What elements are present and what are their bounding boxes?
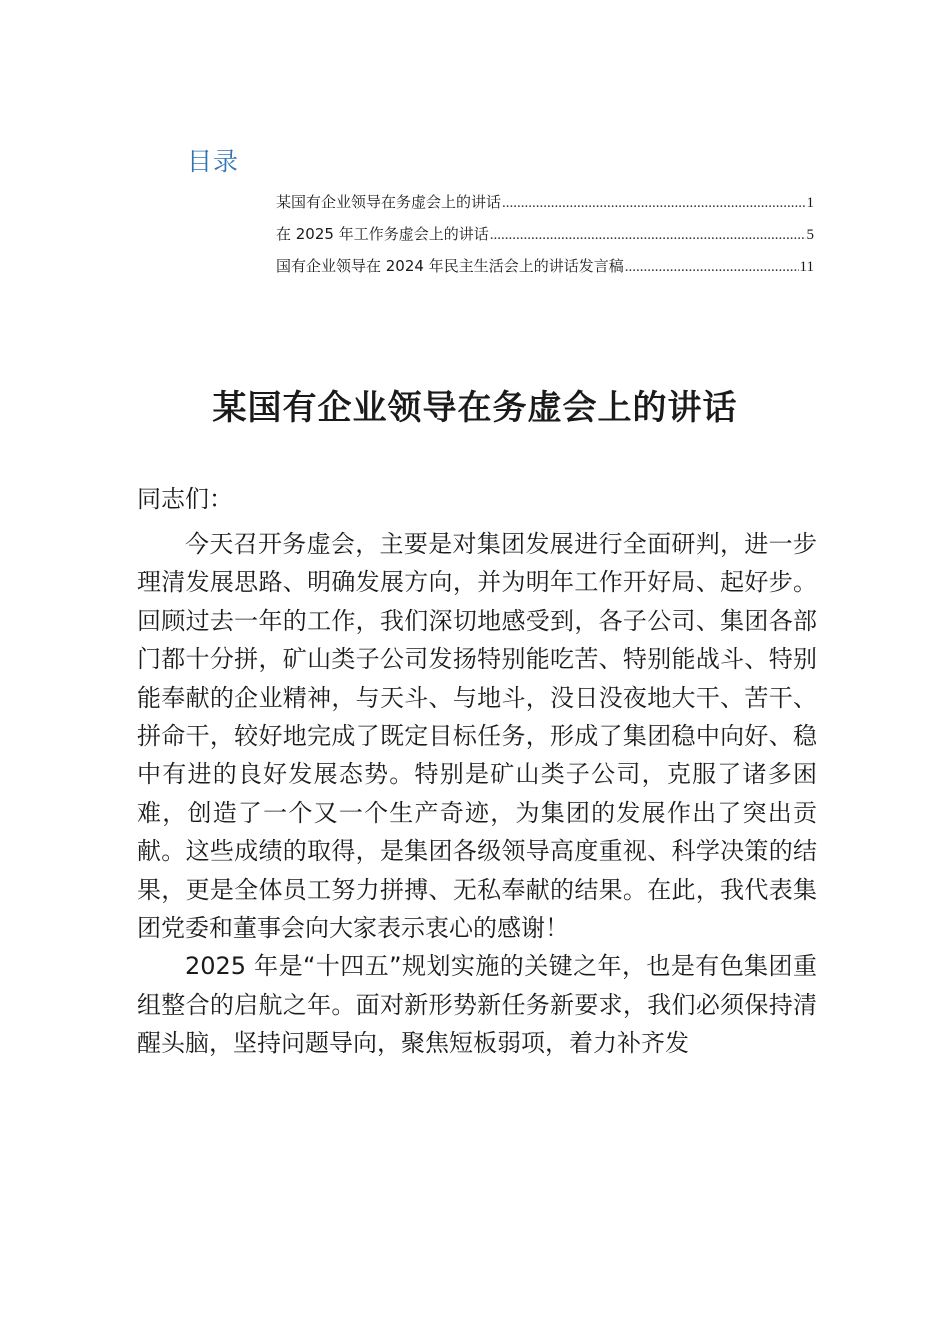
toc-entry-title: 国有企业领导在 2024 年民主生活会上的讲话发言稿 [276,257,624,275]
toc-dot-leader [502,187,805,219]
toc-entry-title: 在 2025 年工作务虚会上的讲话 [276,225,489,243]
toc-entry[interactable] [276,218,814,250]
toc-dot-leader [490,219,806,251]
toc-heading: 目录 [187,147,240,176]
toc-entry-title: 某国有企业领导在务虚会上的讲话 [276,193,502,211]
body-paragraph: 2025 年是“十四五”规划实施的关键之年，也是有色集团重组整合的启航之年。面对新形势新任务新要求，我们必须保持清醒头脑，坚持问题导向，聚焦短板弱项，着力补齐发 [137,952,817,1058]
toc-entry[interactable] [276,186,814,218]
toc-entry-page: 11 [799,259,814,275]
toc-entry-page: 1 [806,195,814,211]
body-paragraph: 今天召开务虚会，主要是对集团发展进行全面研判，进一步理清发展思路、明确发展方向，并为明年工作开好局、起好步。回顾过去一年的工作，我们深切地感受到，各子公司、集团各部门都十分拼，矿山类子公司发扬特别能吃苦、特别能战斗、特别能奉献的企业精神，与天斗、与地斗，没日没夜地大干、苦干、拼命干，较好地完成了既定目标任务，形成了集团稳中向好、稳中有进的良好发展态势。特别是矿山类子公司，克服了诸多困难，创造了一个又一个生产奇迹，为集团的发展作出了突出贡献。这些成绩的取得，是集团各级领导高度重视、科学决策的结果，更是全体员工努力拼搏、无私奉献的结果。在此，我代表集团党委和董事会向大家表示衷心的感谢！ [137,530,817,943]
toc-list [276,186,814,282]
toc-dot-leader [625,251,799,283]
salutation: 同志们： [137,485,233,513]
toc-entry[interactable] [276,250,814,282]
document-body [137,525,817,1063]
document-title: 某国有企业领导在务虚会上的讲话 [212,388,738,428]
toc-entry-page: 5 [806,227,814,243]
